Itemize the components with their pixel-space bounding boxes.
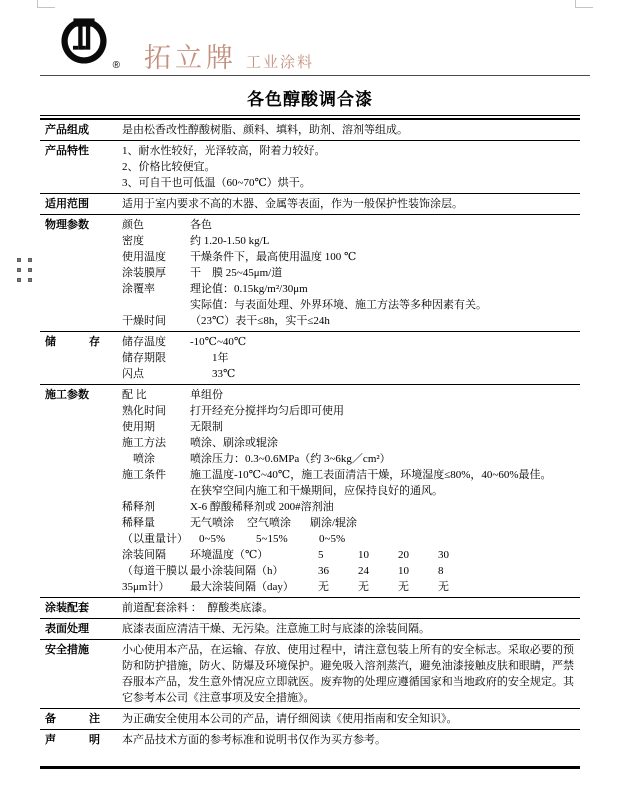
param-row [122, 334, 574, 350]
thinner-value: 5~15% [256, 533, 288, 545]
section-application [40, 385, 580, 598]
row-label: 安全措施 [45, 644, 89, 656]
brand-tagline: 工业涂料 [246, 54, 315, 71]
row-label: 产品特性 [45, 145, 89, 157]
interval-value: 10 [398, 565, 409, 577]
param-name: 稀释剂 [122, 501, 155, 513]
interval-value: 24 [358, 565, 369, 577]
section-physical [40, 215, 580, 332]
thinner-value: 0~5% [199, 533, 226, 545]
param-value: 33℃ [190, 368, 236, 380]
section-coating-system [40, 598, 580, 619]
thinner-header-row [122, 515, 574, 531]
thinner-col-header: 无气喷涂 [190, 517, 234, 529]
registered-trademark-mark: ® [112, 60, 120, 71]
param-value: 约 1.20-1.50 kg/L [190, 235, 270, 247]
param-name: （每道干膜以 [122, 565, 188, 577]
feature-item: 1、耐水性较好，光泽较高，附着力较好。 [122, 145, 326, 157]
thinner-value: 0~5% [319, 533, 346, 545]
row-label: 声 明 [45, 734, 100, 746]
param-row [122, 249, 574, 265]
param-row [122, 483, 574, 499]
param-value: 干燥条件下，最高使用温度 100 ℃ [190, 251, 357, 263]
thinner-values-row [122, 531, 574, 547]
param-row [122, 313, 574, 329]
interval-value: 无 [398, 581, 409, 593]
row-label: 涂装配套 [45, 602, 89, 614]
interval-value: 20 [398, 549, 409, 561]
param-name: 使用期 [122, 421, 155, 433]
param-row [122, 419, 574, 435]
section-composition [40, 120, 580, 141]
spec-table [40, 115, 580, 769]
row-text: 本产品技术方面的参考标准和说明书仅作为买方参考。 [122, 734, 386, 746]
drag-dot [17, 268, 21, 272]
param-name: 施工方法 [122, 437, 166, 449]
thinner-col-header: 空气喷涂 [247, 517, 291, 529]
page-title: 各色醇酸调合漆 [247, 90, 373, 109]
param-row [122, 233, 574, 249]
param-value: 打开经充分搅拌均匀后即可使用 [190, 405, 344, 417]
interval-value: 30 [438, 549, 449, 561]
brand-name: 拓立牌 [144, 43, 237, 73]
param-value: 喷涂压力：0.3~0.6MPa（约 3~6kg／cm²） [190, 453, 391, 465]
row-label: 储 存 [45, 336, 100, 348]
param-name: 干燥时间 [122, 315, 166, 327]
param-name: 稀释量 [122, 517, 155, 529]
param-value: 无限制 [190, 421, 223, 433]
interval-row [122, 563, 574, 579]
row-text: 小心使用本产品，在运输、存放、使用过程中，请注意包装上所有的安全标志。采取必要的预防和防护措施，防火、防爆及环境保护。避免吸入溶剂蒸汽，避免油漆接触皮肤和眼睛，严禁吞服本产品，发生意外情况应立即就医。废弃物的处理应遵循国家和当地政府的安全规定。其它参考本公司《注意事项及安全措施》。 [122, 644, 574, 704]
param-row [122, 265, 574, 281]
param-row [122, 281, 574, 297]
section-remark [40, 709, 580, 730]
row-label: 表面处理 [45, 623, 89, 635]
thinner-col-header: 刷涂/辊涂 [310, 517, 358, 529]
param-row [122, 387, 574, 403]
param-value: 干 膜 25~45μm/道 [190, 267, 283, 279]
param-value: -10℃~40℃ [190, 336, 247, 348]
row-label: 物理参数 [45, 219, 89, 231]
param-name: （以重量计） [122, 533, 188, 545]
section-features [40, 141, 580, 194]
interval-metric: 最大涂装间隔（day） [190, 581, 294, 593]
drag-dot [17, 278, 21, 282]
row-text: 是由松香改性醇酸树脂、颜料、填料，助剂、溶剂等组成。 [122, 124, 408, 136]
drag-dot [28, 258, 32, 262]
text-boundary-mark-top-left [37, 0, 55, 8]
param-name: 涂装间隔 [122, 549, 166, 561]
section-safety [40, 640, 580, 709]
section-statement [40, 730, 580, 766]
param-name: 35μm计） [122, 581, 170, 593]
param-value: 在狭窄空间内施工和干燥期间，应保持良好的通风。 [190, 485, 443, 497]
interval-value: 无 [438, 581, 449, 593]
interval-metric: 环境温度（℃） [190, 549, 269, 561]
interval-value: 8 [438, 565, 444, 577]
param-name: 使用温度 [122, 251, 166, 263]
param-row [122, 217, 574, 233]
param-value: （23℃）表干≤8h，实干≤24h [190, 315, 330, 327]
spec-table-body [40, 118, 580, 766]
param-name [122, 483, 190, 499]
param-name: 闪点 [122, 368, 144, 380]
row-label: 产品组成 [45, 124, 89, 136]
param-value: 实际值：与表面处理、外界环境、施工方法等多种因素有关。 [190, 299, 487, 311]
row-label: 适用范围 [45, 198, 89, 210]
param-name: 施工条件 [122, 469, 166, 481]
row-text: 底漆表面应清洁干燥、无污染。注意施工时与底漆的涂装间隔。 [122, 623, 430, 635]
interval-row [122, 579, 574, 595]
param-value: 各色 [190, 219, 212, 231]
param-name: 储存期限 [122, 352, 166, 364]
param-name: 配 比 [122, 389, 147, 401]
param-name: 颜色 [122, 219, 144, 231]
param-row [122, 451, 574, 467]
feature-item: 3、可自干也可低温（60~70℃）烘干。 [122, 177, 311, 189]
param-value: 施工温度-10℃~40℃，施工表面清洁干燥，环境湿度≤80%，40~60%最佳。 [190, 469, 552, 481]
text-boundary-mark-top-right [575, 0, 593, 8]
section-scope [40, 194, 580, 215]
interval-metric: 最小涂装间隔（h） [190, 565, 284, 577]
interval-value: 10 [358, 549, 369, 561]
param-name: 密度 [122, 235, 144, 247]
param-name [122, 297, 190, 313]
drag-dot [17, 258, 21, 262]
param-name: 储存温度 [122, 336, 166, 348]
param-row [122, 467, 574, 483]
interval-value: 无 [358, 581, 369, 593]
interval-value: 无 [318, 581, 329, 593]
row-text: 前道配套涂料 ： 醇酸类底漆。 [122, 602, 274, 614]
param-row [122, 366, 574, 382]
interval-row [122, 547, 574, 563]
row-text: 为正确安全使用本公司的产品，请仔细阅读《使用指南和安全知识》。 [122, 713, 458, 725]
brand-logo-icon [60, 17, 120, 71]
param-value: 1年 [190, 352, 229, 364]
row-text: 适用于室内要求不高的木器、金属等表面，作为一般保护性装饰涂层。 [122, 198, 463, 210]
drag-dot [28, 278, 32, 282]
param-name: 熟化时间 [122, 405, 166, 417]
param-row [122, 499, 574, 515]
param-row [122, 403, 574, 419]
row-label: 施工参数 [45, 389, 89, 401]
feature-item: 2、价格比较便宜。 [122, 161, 216, 173]
param-value: X-6 醇酸稀释剂或 200#溶剂油 [190, 501, 334, 513]
param-value: 单组份 [190, 389, 223, 401]
param-row [122, 435, 574, 451]
header [40, 14, 590, 76]
drag-dot [28, 268, 32, 272]
row-label: 备 注 [45, 713, 100, 725]
param-row [122, 350, 574, 366]
param-value: 喷涂、刷涂或辊涂 [190, 437, 278, 449]
interval-value: 36 [318, 565, 329, 577]
param-value: 理论值：0.15kg/m²/30μm [190, 283, 308, 295]
interval-value: 5 [318, 549, 324, 561]
param-row [122, 297, 574, 313]
param-name: 喷涂 [122, 453, 155, 465]
param-name: 涂覆率 [122, 283, 155, 295]
param-name: 涂装膜厚 [122, 267, 166, 279]
section-surface-prep [40, 619, 580, 640]
section-storage [40, 332, 580, 385]
drag-handle-icon[interactable] [17, 258, 32, 282]
